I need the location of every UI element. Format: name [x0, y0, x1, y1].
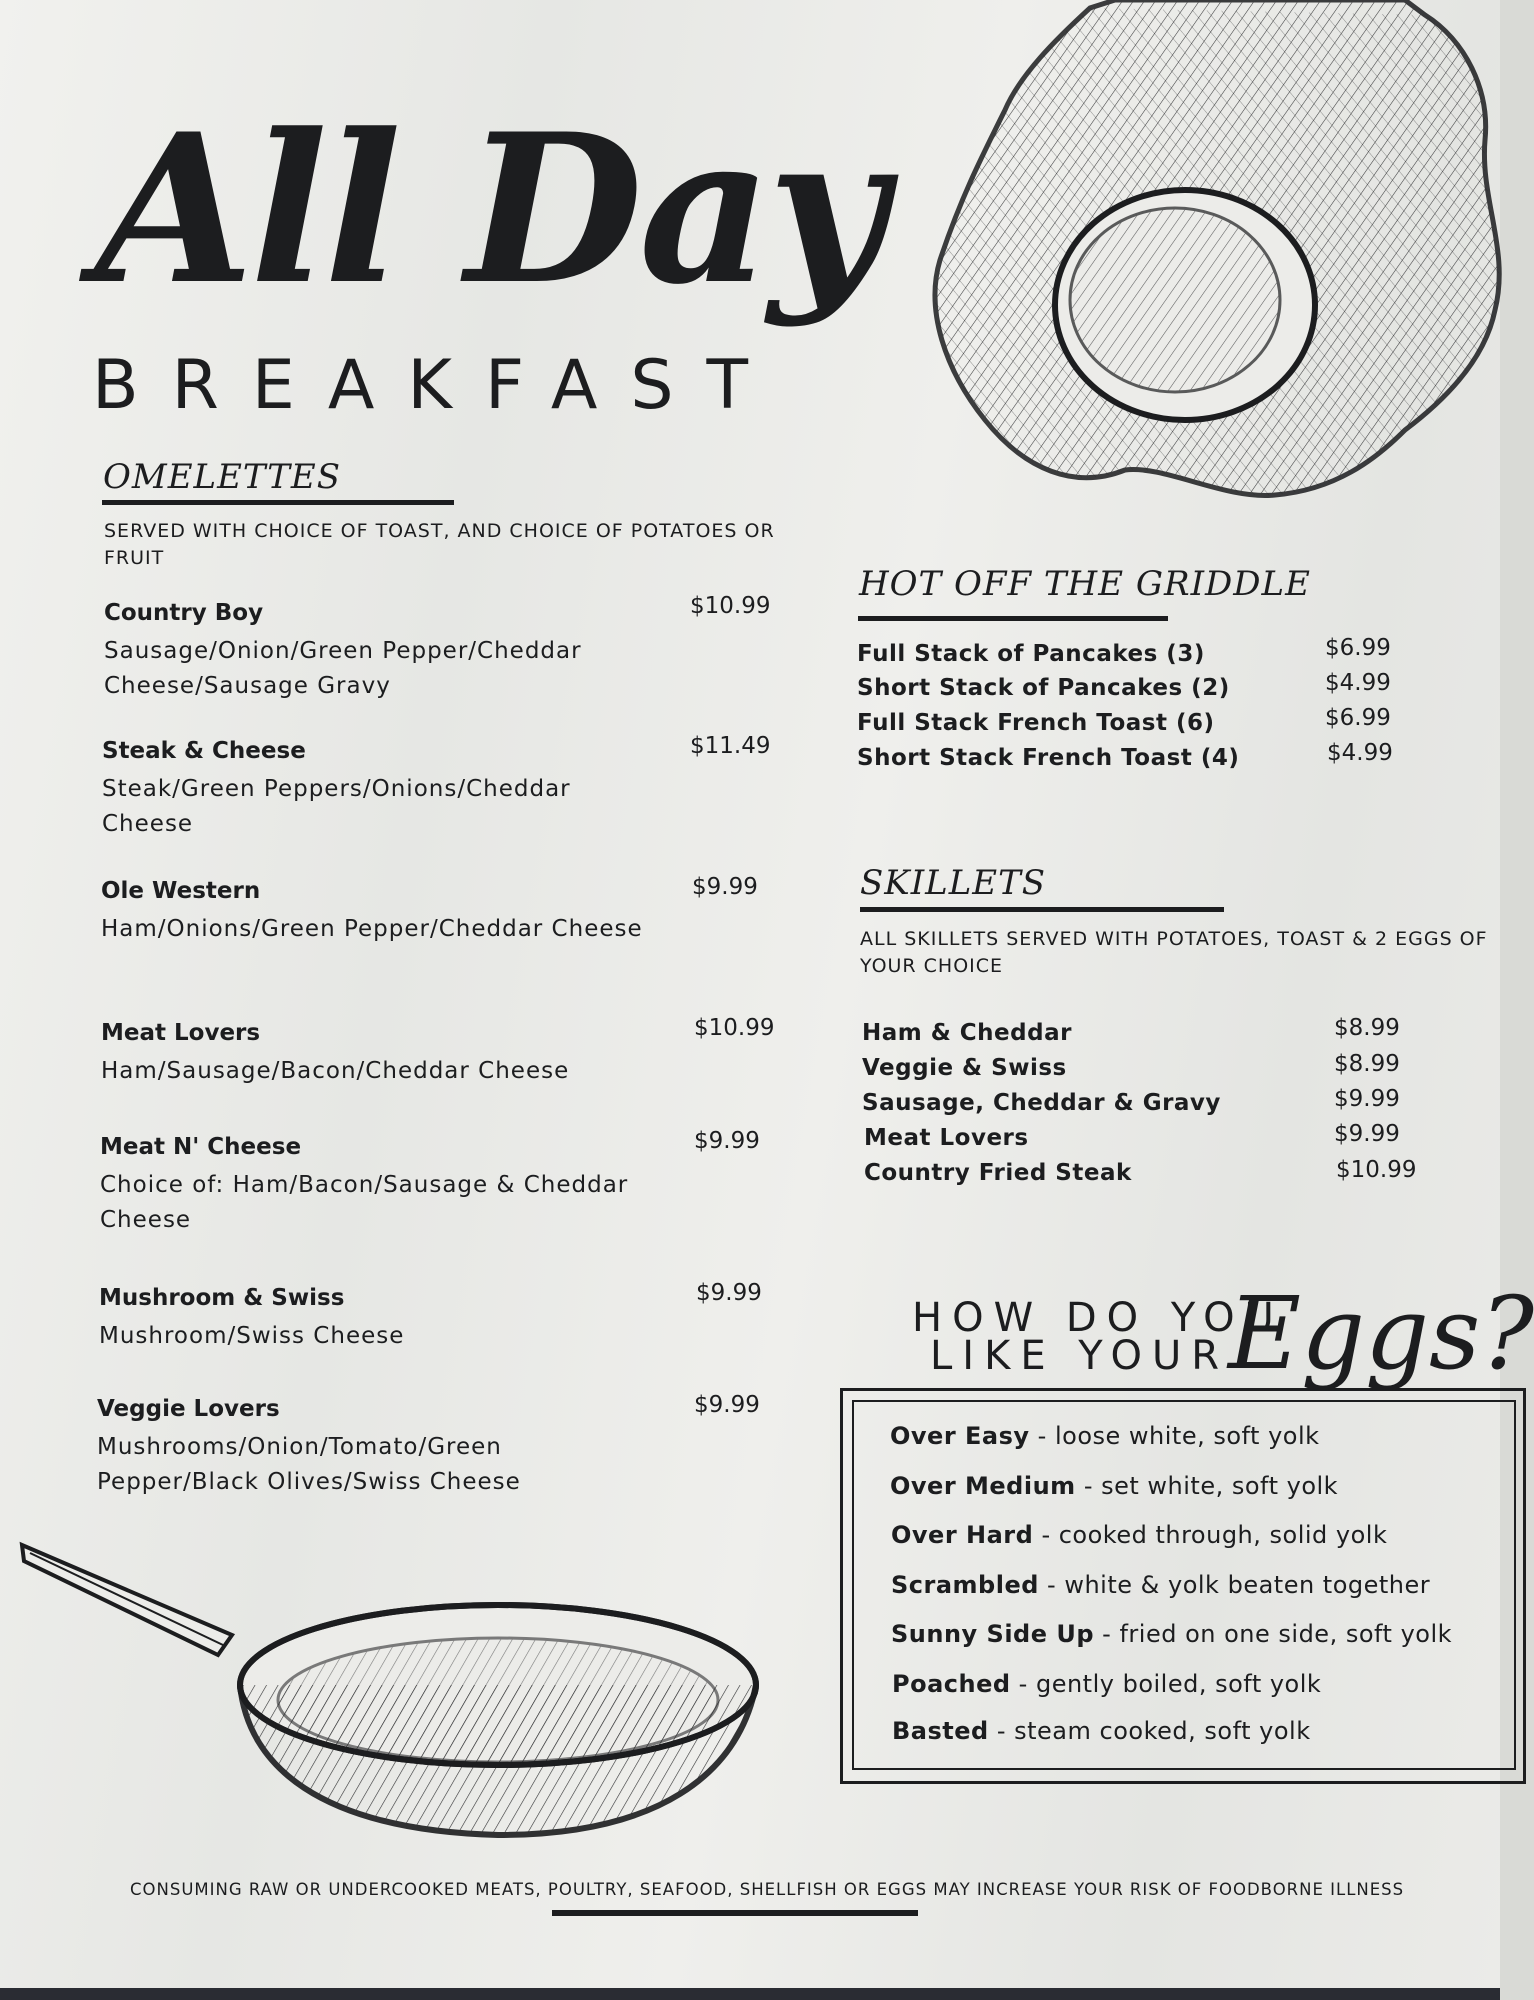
item-price: $8.99 — [1334, 1015, 1400, 1041]
eggs-heading-word: Eggs? — [1228, 1275, 1534, 1392]
eggs-heading-line1: HOW DO YOU — [912, 1295, 1284, 1341]
item-price: $8.99 — [1334, 1051, 1400, 1077]
item-price: $6.99 — [1325, 705, 1391, 731]
skillets-note: ALL SKILLETS SERVED WITH POTATOES, TOAST & 2 EGGS OF YOUR CHOICE — [860, 928, 1488, 977]
item-name: Ole Western — [101, 878, 261, 904]
item-desc: Ham/Sausage/Bacon/Cheddar Cheese — [101, 1058, 570, 1084]
egg-style-desc: - fried on one side, soft yolk — [1094, 1620, 1453, 1648]
item-price: $4.99 — [1327, 740, 1393, 766]
egg-style — [891, 1620, 1452, 1648]
menu-item-name: Full Stack French Toast (6) — [857, 710, 1215, 736]
menu-item-name: Short Stack French Toast (4) — [857, 745, 1240, 771]
item-name: Steak & Cheese — [102, 738, 306, 764]
egg-style-name: Sunny Side Up — [891, 1620, 1095, 1648]
item-desc: Ham/Onions/Green Pepper/Cheddar Cheese — [101, 916, 643, 942]
menu-item — [104, 600, 664, 703]
item-name: Mushroom & Swiss — [99, 1285, 345, 1311]
egg-style — [890, 1422, 1320, 1450]
egg-style-name: Scrambled — [891, 1571, 1039, 1599]
menu-item-name: Veggie & Swiss — [862, 1055, 1067, 1081]
item-desc: Sausage/Onion/Green Pepper/Cheddar Cheese/Sausage Gravy — [104, 638, 582, 699]
item-name: Country Boy — [104, 600, 264, 626]
item-desc: Steak/Green Peppers/Onions/Cheddar Cheese — [102, 776, 571, 837]
fried-egg-icon — [925, 0, 1505, 510]
item-desc: Mushrooms/Onion/Tomato/Green Pepper/Black Olives/Swiss Cheese — [97, 1434, 521, 1495]
menu-item-name: Country Fried Steak — [864, 1160, 1132, 1186]
menu-item-name: Full Stack of Pancakes (3) — [857, 641, 1205, 667]
item-price: $9.99 — [696, 1280, 762, 1306]
egg-style — [891, 1571, 1430, 1599]
item-price: $9.99 — [694, 1392, 760, 1418]
menu-item-name: Sausage, Cheddar & Gravy — [862, 1090, 1221, 1116]
menu-title: All Day — [95, 90, 883, 330]
menu-item — [99, 1285, 659, 1354]
item-name: Meat N' Cheese — [100, 1134, 302, 1160]
egg-style — [891, 1521, 1387, 1549]
item-price: $4.99 — [1325, 670, 1391, 696]
egg-style-desc: - white & yolk beaten together — [1038, 1571, 1431, 1599]
egg-style-desc: - gently boiled, soft yolk — [1010, 1670, 1322, 1698]
item-price: $10.99 — [694, 1015, 775, 1041]
menu-item — [102, 738, 662, 841]
egg-style — [892, 1670, 1321, 1698]
menu-item — [101, 1020, 721, 1089]
omelettes-rule — [102, 500, 454, 505]
egg-style-name: Over Hard — [891, 1521, 1034, 1549]
griddle-rule — [858, 616, 1168, 621]
item-price: $10.99 — [690, 593, 771, 619]
egg-style — [890, 1472, 1338, 1500]
item-price: $9.99 — [1334, 1086, 1400, 1112]
omelettes-heading: OMELETTES — [103, 457, 342, 497]
menu-item — [97, 1396, 657, 1499]
item-price: $11.49 — [690, 733, 771, 759]
footer-rule — [552, 1910, 918, 1916]
photo-edge — [0, 1988, 1500, 2000]
egg-style-name: Over Easy — [890, 1422, 1030, 1450]
item-price: $9.99 — [1334, 1121, 1400, 1147]
frying-pan-icon — [18, 1535, 778, 1855]
item-name: Meat Lovers — [101, 1020, 261, 1046]
menu-item — [101, 878, 661, 947]
egg-style-desc: - loose white, soft yolk — [1029, 1422, 1320, 1450]
item-price: $9.99 — [692, 874, 758, 900]
skillets-rule — [860, 907, 1224, 912]
egg-style — [892, 1717, 1311, 1745]
egg-style-desc: - cooked through, solid yolk — [1033, 1521, 1388, 1549]
item-desc: Choice of: Ham/Bacon/Sausage & Cheddar Cheese — [100, 1172, 629, 1233]
item-price: $10.99 — [1336, 1157, 1417, 1183]
menu-item-name: Short Stack of Pancakes (2) — [857, 675, 1230, 701]
egg-style-desc: - set white, soft yolk — [1075, 1472, 1339, 1500]
menu-subtitle: BREAKFAST — [92, 346, 782, 425]
item-name: Veggie Lovers — [97, 1396, 280, 1422]
egg-style-name: Over Medium — [890, 1472, 1076, 1500]
food-safety-warning: CONSUMING RAW OR UNDERCOOKED MEATS, POULTRY, SEAFOOD, SHELLFISH OR EGGS MAY INCREASE YOUR RISK OF FOODBORNE ILLNESS — [130, 1880, 1405, 1899]
egg-style-name: Basted — [892, 1717, 989, 1745]
item-desc: Mushroom/Swiss Cheese — [99, 1323, 405, 1349]
menu-item-name: Meat Lovers — [864, 1125, 1029, 1151]
menu-item — [100, 1134, 660, 1237]
omelettes-note: SERVED WITH CHOICE OF TOAST, AND CHOICE OF POTATOES OR FRUIT — [104, 520, 775, 569]
menu-item-name: Ham & Cheddar — [862, 1020, 1072, 1046]
skillets-heading: SKILLETS — [860, 863, 1047, 903]
egg-style-desc: - steam cooked, soft yolk — [988, 1717, 1311, 1745]
item-price: $9.99 — [694, 1128, 760, 1154]
egg-style-name: Poached — [892, 1670, 1011, 1698]
griddle-heading: HOT OFF THE GRIDDLE — [859, 564, 1311, 604]
eggs-heading-line2: LIKE YOUR — [930, 1333, 1230, 1379]
item-price: $6.99 — [1325, 635, 1391, 661]
